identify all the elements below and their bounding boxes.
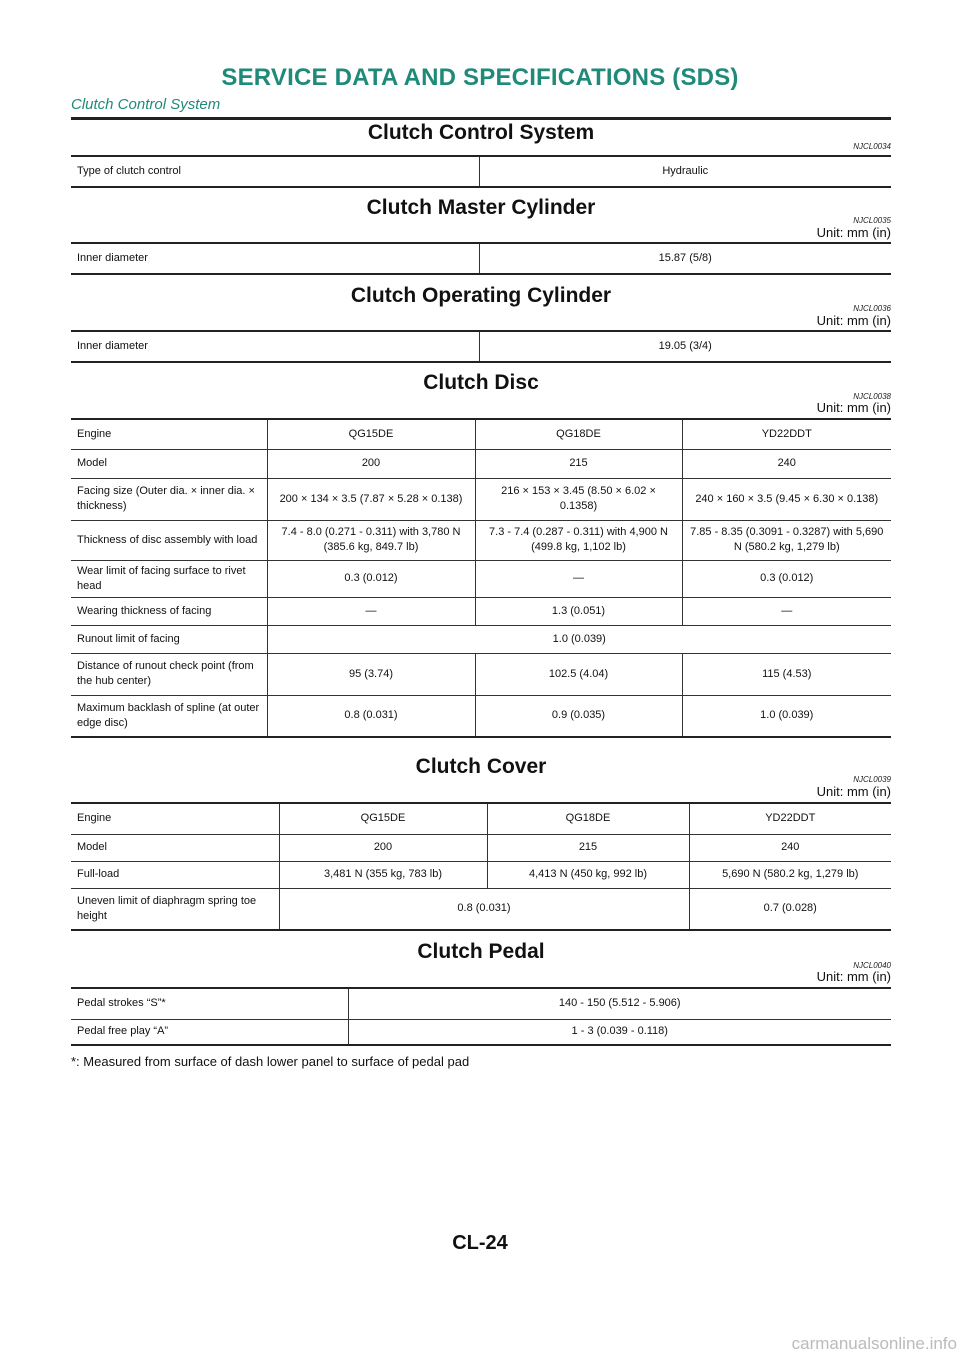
table-row bbox=[71, 803, 891, 834]
table-row bbox=[71, 478, 891, 520]
table-row bbox=[71, 1019, 891, 1045]
table-cell: QG18DE bbox=[475, 419, 682, 449]
operating-table bbox=[71, 330, 891, 363]
watermark: carmanualsonline.info bbox=[791, 1334, 957, 1353]
table-row bbox=[71, 156, 891, 187]
table-cell: 240 bbox=[689, 834, 891, 861]
table-cell: Wear limit of facing surface to rivet head bbox=[71, 560, 267, 597]
header-divider bbox=[71, 117, 891, 120]
table-cell: Uneven limit of diaphragm spring toe height bbox=[71, 888, 279, 930]
section-unit-disc: Unit: mm (in) bbox=[816, 400, 891, 415]
table-cell: Pedal strokes “S”* bbox=[77, 997, 166, 1010]
section-unit-cover: Unit: mm (in) bbox=[816, 784, 891, 799]
table-cell: 1.3 (0.051) bbox=[475, 597, 682, 625]
table-row bbox=[71, 653, 891, 695]
table-cell: 102.5 (4.04) bbox=[475, 653, 682, 695]
table-cell: QG15DE bbox=[267, 419, 475, 449]
table-cell: 240 × 160 × 3.5 (9.45 × 6.30 × 0.138) bbox=[682, 478, 891, 520]
page-number: CL-24 bbox=[452, 1232, 508, 1254]
table-cell: 95 (3.74) bbox=[267, 653, 475, 695]
table-row bbox=[71, 988, 891, 1019]
table-cell: Hydraulic bbox=[479, 156, 891, 187]
table-cell: 200 × 134 × 3.5 (7.87 × 5.28 × 0.138) bbox=[267, 478, 475, 520]
table-cell: 7.3 - 7.4 (0.287 - 0.311) with 4,900 N (499.8 kg, 1,102 lb) bbox=[475, 520, 682, 560]
table-cell: 1 - 3 (0.039 - 0.118) bbox=[348, 1019, 891, 1045]
table-row bbox=[71, 695, 891, 737]
table-cell: Maximum backlash of spline (at outer edge disc) bbox=[71, 695, 267, 737]
master-table bbox=[71, 242, 891, 275]
footnote: *: Measured from surface of dash lower panel to surface of pedal pad bbox=[71, 1054, 470, 1069]
disc-table bbox=[71, 418, 891, 738]
table-cell: Runout limit of facing bbox=[71, 625, 267, 653]
table-cell: Engine bbox=[77, 812, 112, 825]
table-cell: YD22DDT bbox=[682, 419, 891, 449]
table-cell: 7.85 - 8.35 (0.3091 - 0.3287) with 5,690 N (580.2 kg, 1,279 lb) bbox=[682, 520, 891, 560]
table-cell: 200 bbox=[267, 449, 475, 478]
table-cell: Thickness of disc assembly with load bbox=[71, 520, 267, 560]
table-row bbox=[71, 888, 891, 930]
table-cell: 0.8 (0.031) bbox=[267, 695, 475, 737]
table-cell: 1.0 (0.039) bbox=[267, 625, 891, 653]
table-cell: 19.05 (3/4) bbox=[479, 331, 891, 362]
control-table bbox=[71, 155, 891, 188]
table-row bbox=[71, 861, 891, 888]
section-code-cover: NJCL0039 bbox=[853, 775, 891, 784]
table-cell: — bbox=[267, 597, 475, 625]
section-unit-operating: Unit: mm (in) bbox=[816, 313, 891, 328]
table-row bbox=[71, 419, 891, 449]
table-cell: 216 × 153 × 3.45 (8.50 × 6.02 × 0.1358) bbox=[475, 478, 682, 520]
table-cell: Engine bbox=[77, 427, 112, 440]
cover-table bbox=[71, 802, 891, 931]
page-header-subtitle: Clutch Control System bbox=[71, 96, 221, 113]
table-cell: QG18DE bbox=[487, 803, 689, 834]
table-cell: — bbox=[475, 560, 682, 597]
table-cell: 240 bbox=[682, 449, 891, 478]
table-cell: YD22DDT bbox=[689, 803, 891, 834]
table-row bbox=[71, 625, 891, 653]
table-cell: Wearing thickness of facing bbox=[71, 597, 267, 625]
table-cell: 0.3 (0.012) bbox=[682, 560, 891, 597]
section-title-operating: Clutch Operating Cylinder bbox=[350, 284, 612, 307]
section-title-disc: Clutch Disc bbox=[423, 371, 539, 394]
table-cell: 3,481 N (355 kg, 783 lb) bbox=[279, 861, 487, 888]
table-cell: 0.3 (0.012) bbox=[267, 560, 475, 597]
table-cell: 0.9 (0.035) bbox=[475, 695, 682, 737]
table-cell: 4,413 N (450 kg, 992 lb) bbox=[487, 861, 689, 888]
table-cell: 0.7 (0.028) bbox=[689, 888, 891, 930]
section-code-pedal: NJCL0040 bbox=[853, 961, 891, 970]
table-cell: Full-load bbox=[71, 861, 279, 888]
table-cell: Type of clutch control bbox=[77, 165, 181, 178]
section-title-control: Clutch Control System bbox=[367, 121, 595, 144]
section-unit-master: Unit: mm (in) bbox=[816, 225, 891, 240]
section-title-master: Clutch Master Cylinder bbox=[366, 196, 596, 219]
section-code-master: NJCL0035 bbox=[853, 216, 891, 225]
table-cell: Facing size (Outer dia. × inner dia. × thickness) bbox=[71, 478, 267, 520]
table-row bbox=[71, 560, 891, 597]
table-cell: QG15DE bbox=[279, 803, 487, 834]
table-cell: 115 (4.53) bbox=[682, 653, 891, 695]
table-cell: Inner diameter bbox=[77, 340, 148, 353]
section-code-operating: NJCL0036 bbox=[853, 304, 891, 313]
table-cell: Model bbox=[71, 834, 279, 861]
table-row bbox=[71, 331, 891, 362]
section-code-disc: NJCL0038 bbox=[853, 392, 891, 401]
table-cell: 215 bbox=[487, 834, 689, 861]
section-unit-pedal: Unit: mm (in) bbox=[816, 969, 891, 984]
table-cell: 215 bbox=[475, 449, 682, 478]
table-cell: Model bbox=[71, 449, 267, 478]
table-cell: 200 bbox=[279, 834, 487, 861]
table-row bbox=[71, 834, 891, 861]
table-row bbox=[71, 449, 891, 478]
table-cell: 15.87 (5/8) bbox=[479, 243, 891, 274]
table-cell: Inner diameter bbox=[77, 252, 148, 265]
table-cell: Pedal free play “A” bbox=[71, 1019, 348, 1045]
table-cell: Distance of runout check point (from the hub center) bbox=[71, 653, 267, 695]
table-row bbox=[71, 520, 891, 560]
table-cell: 7.4 - 8.0 (0.271 - 0.311) with 3,780 N (385.6 kg, 849.7 lb) bbox=[267, 520, 475, 560]
section-title-cover: Clutch Cover bbox=[415, 755, 547, 778]
pedal-table bbox=[71, 987, 891, 1046]
table-cell: 5,690 N (580.2 kg, 1,279 lb) bbox=[689, 861, 891, 888]
section-title-pedal: Clutch Pedal bbox=[417, 940, 545, 963]
table-cell: 1.0 (0.039) bbox=[682, 695, 891, 737]
section-code-control: NJCL0034 bbox=[853, 142, 891, 151]
table-cell: — bbox=[682, 597, 891, 625]
table-row bbox=[71, 243, 891, 274]
table-row bbox=[71, 597, 891, 625]
table-cell: 140 - 150 (5.512 - 5.906) bbox=[348, 988, 891, 1019]
table-cell: 0.8 (0.031) bbox=[279, 888, 689, 930]
page-header-title: SERVICE DATA AND SPECIFICATIONS (SDS) bbox=[221, 64, 739, 91]
